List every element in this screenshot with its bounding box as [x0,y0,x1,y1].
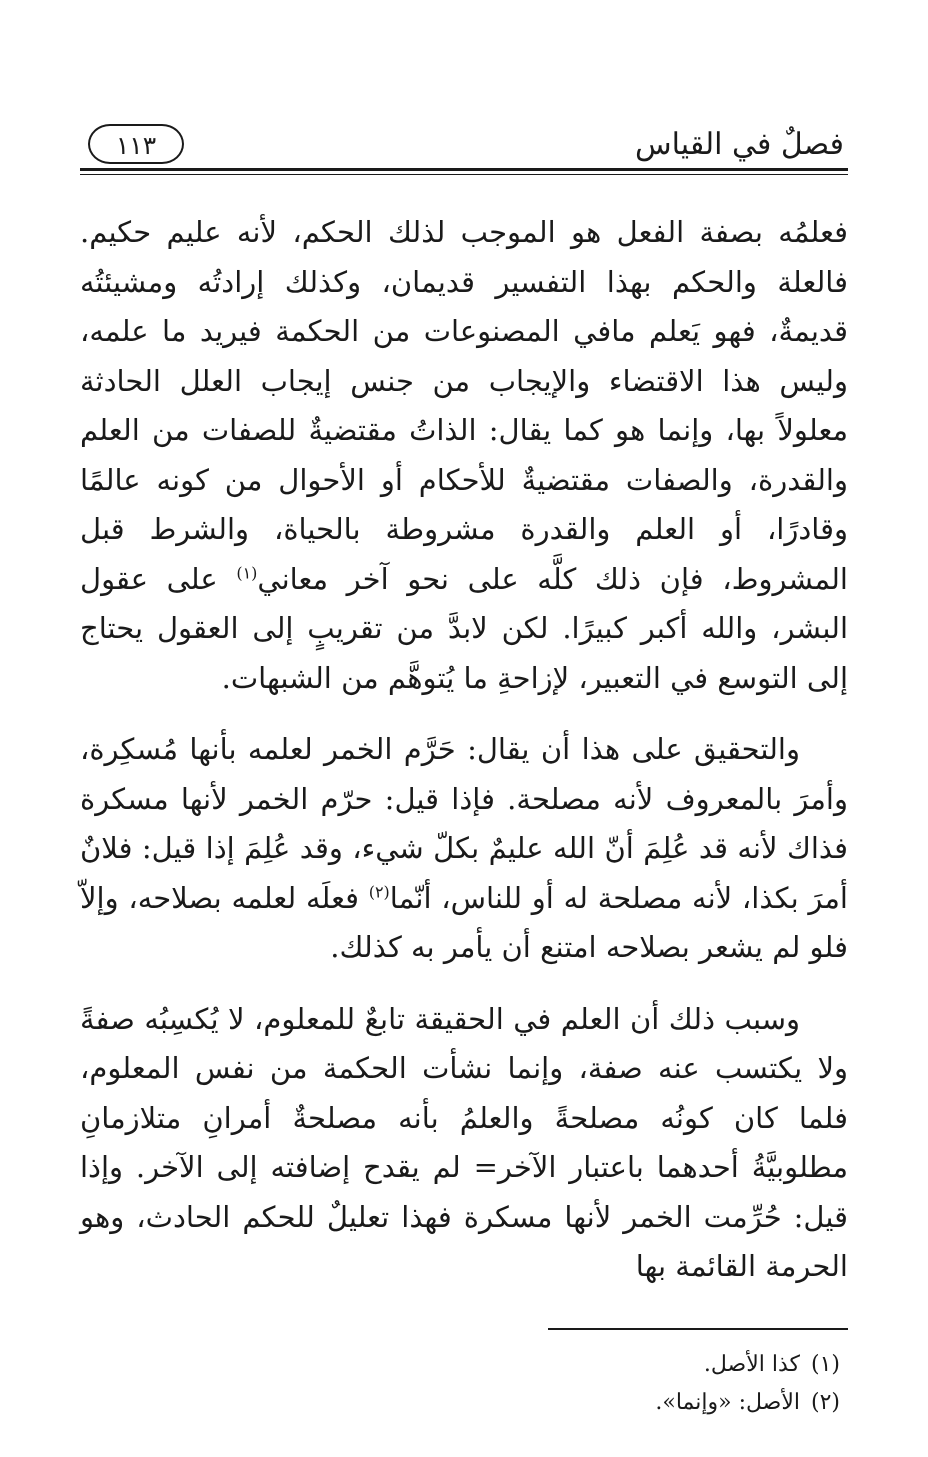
footnote-item [80,1384,848,1422]
footnote-marker-2: (٢) [368,881,390,901]
page-number: ١١٣ [88,124,184,164]
footnote-marker-1: (١) [236,562,258,582]
footnotes [80,1346,848,1422]
paragraph-3 [80,995,848,1292]
paragraph-1-text: فعلمُه بصفة الفعل هو الموجب لذلك الحكم، لأنه عليم حكيم. فالعلة والحكم بهذا التفسير قديمان، وكذلك إرادتُه ومشيئتُه قديمةٌ، فهو يَعلم مافي المصنوعات من الحكمة فيريد ما علمه، وليس هذا الاقتضاء والإيجاب من جنس إيجاب العلل الحادثة معلولاً بها، وإنما هو كما يقال: الذاتُ مقتضيةٌ للصفات من العلم والقدرة، والصفات مقتضيةٌ للأحكام أو الأحوال من كونه عالمًا وقادرًا، أو العلم والقدرة مشروطة بالحياة، والشرط قبل المشروط، فإن ذلك كلَّه على نحو آخر معاني [80,215,848,596]
paragraph-2-text-continued: فعلَه لعلمه بصلاحه، وإلاّ فلو لم يشعر بصلاحه امتنع أن يأمر به كذلك. [80,880,848,964]
footnote-separator [548,1328,848,1330]
paragraph-1 [80,208,848,703]
footnote-text: الأصل: «وإنما». [655,1389,800,1415]
paragraph-3-text: وسبب ذلك أن العلم في الحقيقة تابعٌ للمعلوم، لا يُكسِبُه صفةً ولا يكتسب عنه صفة، وإنما نشأت الحكمة من نفس المعلوم، فلما كان كونُه مصلحةً والعلمُ بأنه مصلحةٌ أمرانِ متلازمانِ مطلوبيَّةُ أحدهما باعتبار الآخر= لم يقدح إضافته إلى الآخر. وإذا قيل: حُرِّمت الخمر لأنها مسكرة فهذا تعليلٌ للحكم الحادث، وهو الحرمة القائمة بها [80,1001,848,1283]
paragraph-2 [80,725,848,973]
body-text [80,208,848,1292]
header-rule-thick [80,168,848,171]
book-page [80,110,848,1422]
footnote-number: (٢) [810,1389,840,1415]
chapter-title: فصلٌ في القياس [635,127,844,162]
footnote-number: (١) [810,1351,840,1377]
running-header [80,110,848,168]
footnote-text: كذا الأصل. [703,1351,800,1377]
footnote-item [80,1346,848,1384]
header-rule-thin [80,174,848,175]
paragraph-1-text-continued: على عقول البشر، والله أكبر كبيرًا. لكن لابدَّ من تقريبٍ إلى العقول يحتاج إلى التوسع في التعبير، لإزاحةِ ما يُتوهَّم من الشبهات. [80,561,848,695]
paragraph-2-text: والتحقيق على هذا أن يقال: حَرَّم الخمر لعلمه بأنها مُسكِرة، وأمرَ بالمعروف لأنه مصلحة. فإذا قيل: حرّم الخمر لأنها مسكرة فذاك لأنه قد عُلِمَ أنّ الله عليمٌ بكلّ شيء، وقد عُلِمَ إذا قيل: فلانٌ أمرَ بكذا، لأنه مصلحة له أو للناس، أنّما [80,732,848,915]
